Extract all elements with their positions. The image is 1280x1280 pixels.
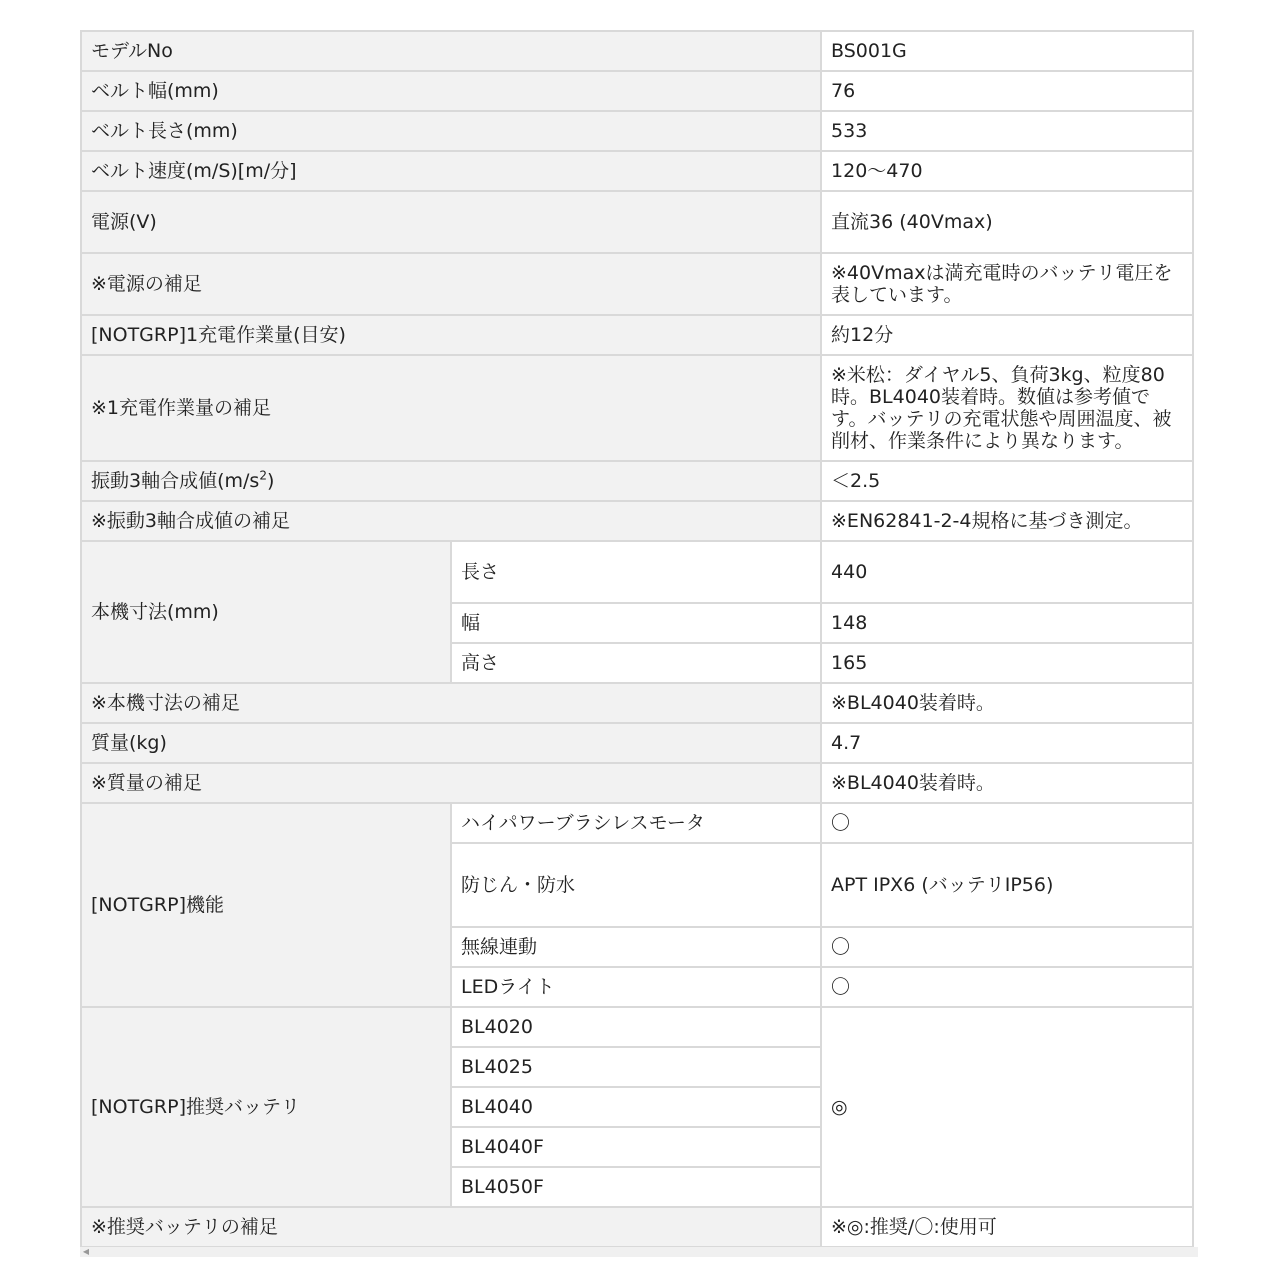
table-row [81,1007,1193,1047]
row-value: BS001G [821,31,1193,71]
table-row [81,461,1193,501]
row-value: 76 [821,71,1193,111]
row-value: ※◎:推奨/〇:使用可 [821,1207,1193,1247]
row-value: 4.7 [821,723,1193,763]
battery-item: BL4020 [451,1007,821,1047]
row-value: 直流36 (40Vmax) [821,191,1193,253]
row-value: 120〜470 [821,151,1193,191]
table-row [81,1207,1193,1247]
row-value: 533 [821,111,1193,151]
table-row [81,355,1193,461]
row-label: ※質量の補足 [81,763,821,803]
row-value: ※40Vmaxは満充電時のバッテリ電圧を表しています。 [821,253,1193,315]
row-value: ※米松：ダイヤル5、負荷3kg、粒度80時。BL4040装着時。数値は参考値です。バッテリの充電状態や周囲温度、被削材、作業条件により異なります。 [821,355,1193,461]
row-value: ※BL4040装着時。 [821,683,1193,723]
row-value: ＜2.5 [821,461,1193,501]
row-label: ※推奨バッテリの補足 [81,1207,821,1247]
table-row [81,71,1193,111]
battery-item: BL4050F [451,1167,821,1207]
vibration-label-end: ) [266,470,275,492]
row-value: 〇 [821,803,1193,843]
row-label: ベルト長さ(mm) [81,111,821,151]
table-row [81,683,1193,723]
sub-label: 長さ [451,541,821,603]
sub-label: ハイパワーブラシレスモータ [451,803,821,843]
table-row [81,501,1193,541]
row-value: 165 [821,643,1193,683]
sub-label: 防じん・防水 [451,843,821,927]
row-label: 質量(kg) [81,723,821,763]
battery-item: BL4040 [451,1087,821,1127]
group-label: 本機寸法(mm) [81,541,451,683]
table-row [81,763,1193,803]
row-value: APT IPX6 (バッテリIP56) [821,843,1193,927]
row-value: 440 [821,541,1193,603]
battery-item: BL4040F [451,1127,821,1167]
row-value: 〇 [821,967,1193,1007]
row-value: 約12分 [821,315,1193,355]
sub-label: 幅 [451,603,821,643]
row-value: ◎ [821,1007,1193,1207]
table-row [81,803,1193,843]
row-label: ※本機寸法の補足 [81,683,821,723]
scroll-left-arrow-icon[interactable]: ◀ [82,1247,90,1256]
row-label: モデルNo [81,31,821,71]
table-row [81,253,1193,315]
row-label: 電源(V) [81,191,821,253]
row-label: ※振動3軸合成値の補足 [81,501,821,541]
vibration-label-main: 振動3軸合成値(m/s [91,470,260,492]
row-value: 148 [821,603,1193,643]
row-label: ベルト速度(m/S)[m/分] [81,151,821,191]
row-label [81,461,821,501]
battery-item: BL4025 [451,1047,821,1087]
row-label: ベルト幅(mm) [81,71,821,111]
horizontal-scrollbar[interactable] [80,1247,1198,1257]
row-label: [NOTGRP]1充電作業量(目安) [81,315,821,355]
table-row [81,111,1193,151]
group-label: [NOTGRP]推奨バッテリ [81,1007,451,1207]
group-label: [NOTGRP]機能 [81,803,451,1007]
row-label: ※電源の補足 [81,253,821,315]
table-row [81,31,1193,71]
row-value: ※BL4040装着時。 [821,763,1193,803]
row-value: ※EN62841-2-4規格に基づき測定。 [821,501,1193,541]
table-row [81,315,1193,355]
table-row [81,191,1193,253]
table-row [81,151,1193,191]
vibration-label-sup: 2 [259,468,267,483]
sub-label: LEDライト [451,967,821,1007]
sub-label: 無線連動 [451,927,821,967]
table-row [81,541,1193,603]
table-row [81,723,1193,763]
spec-table [80,30,1194,1248]
sub-label: 高さ [451,643,821,683]
row-value: 〇 [821,927,1193,967]
row-label: ※1充電作業量の補足 [81,355,821,461]
